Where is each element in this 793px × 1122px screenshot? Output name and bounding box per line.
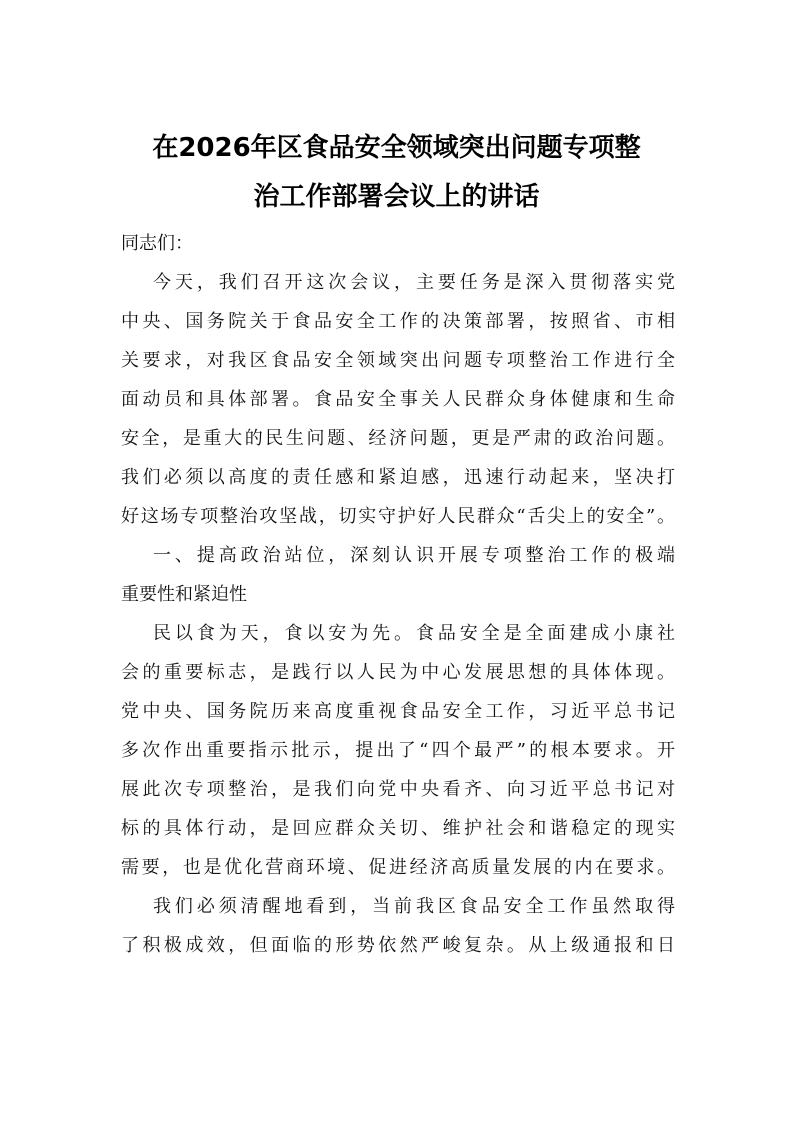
body-line: 标的具体行动，是回应群众关切、维护社会和谐稳定的现实	[121, 818, 675, 839]
body-line: 同志们：	[121, 233, 193, 254]
body-line: 民以食为天，食以安为先。食品安全是全面建成小康社	[153, 623, 675, 644]
body-line: 一、提高政治站位，深刻认识开展专项整治工作的极端	[153, 545, 675, 566]
body-line: 面动员和具体部署。食品安全事关人民群众身体健康和生命	[121, 389, 675, 410]
body-line: 好这场专项整治攻坚战，切实守护好人民群众“舌尖上的安全”。	[121, 506, 675, 527]
body-line: 了积极成效，但面临的形势依然严峻复杂。从上级通报和日	[121, 935, 675, 956]
body-line: 安全，是重大的民生问题、经济问题，更是严肃的政治问题。	[121, 428, 675, 449]
body-line: 会的重要标志，是践行以人民为中心发展思想的具体体现。	[121, 662, 675, 683]
document-title-line-2: 治工作部署会议上的讲话	[253, 182, 540, 212]
body-line: 多次作出重要指示批示，提出了“四个最严”的根本要求。开	[121, 740, 675, 761]
body-line: 需要，也是优化营商环境、促进经济高质量发展的内在要求。	[121, 857, 675, 878]
document-body	[121, 224, 675, 965]
body-line: 中央、国务院关于食品安全工作的决策部署，按照省、市相	[121, 311, 675, 332]
body-line: 重要性和紧迫性	[121, 584, 247, 605]
body-line: 我们必须清醒地看到，当前我区食品安全工作虽然取得	[153, 896, 675, 917]
body-line: 我们必须以高度的责任感和紧迫感，迅速行动起来，坚决打	[121, 467, 675, 488]
document-title-line-1: 在2026年区食品安全领域突出问题专项整	[152, 133, 641, 163]
body-line: 今天，我们召开这次会议，主要任务是深入贯彻落实党	[153, 272, 675, 293]
body-line: 展此次专项整治，是我们向党中央看齐、向习近平总书记对	[121, 779, 675, 800]
body-line: 党中央、国务院历来高度重视食品安全工作，习近平总书记	[121, 701, 675, 722]
body-line: 关要求，对我区食品安全领域突出问题专项整治工作进行全	[121, 350, 675, 371]
